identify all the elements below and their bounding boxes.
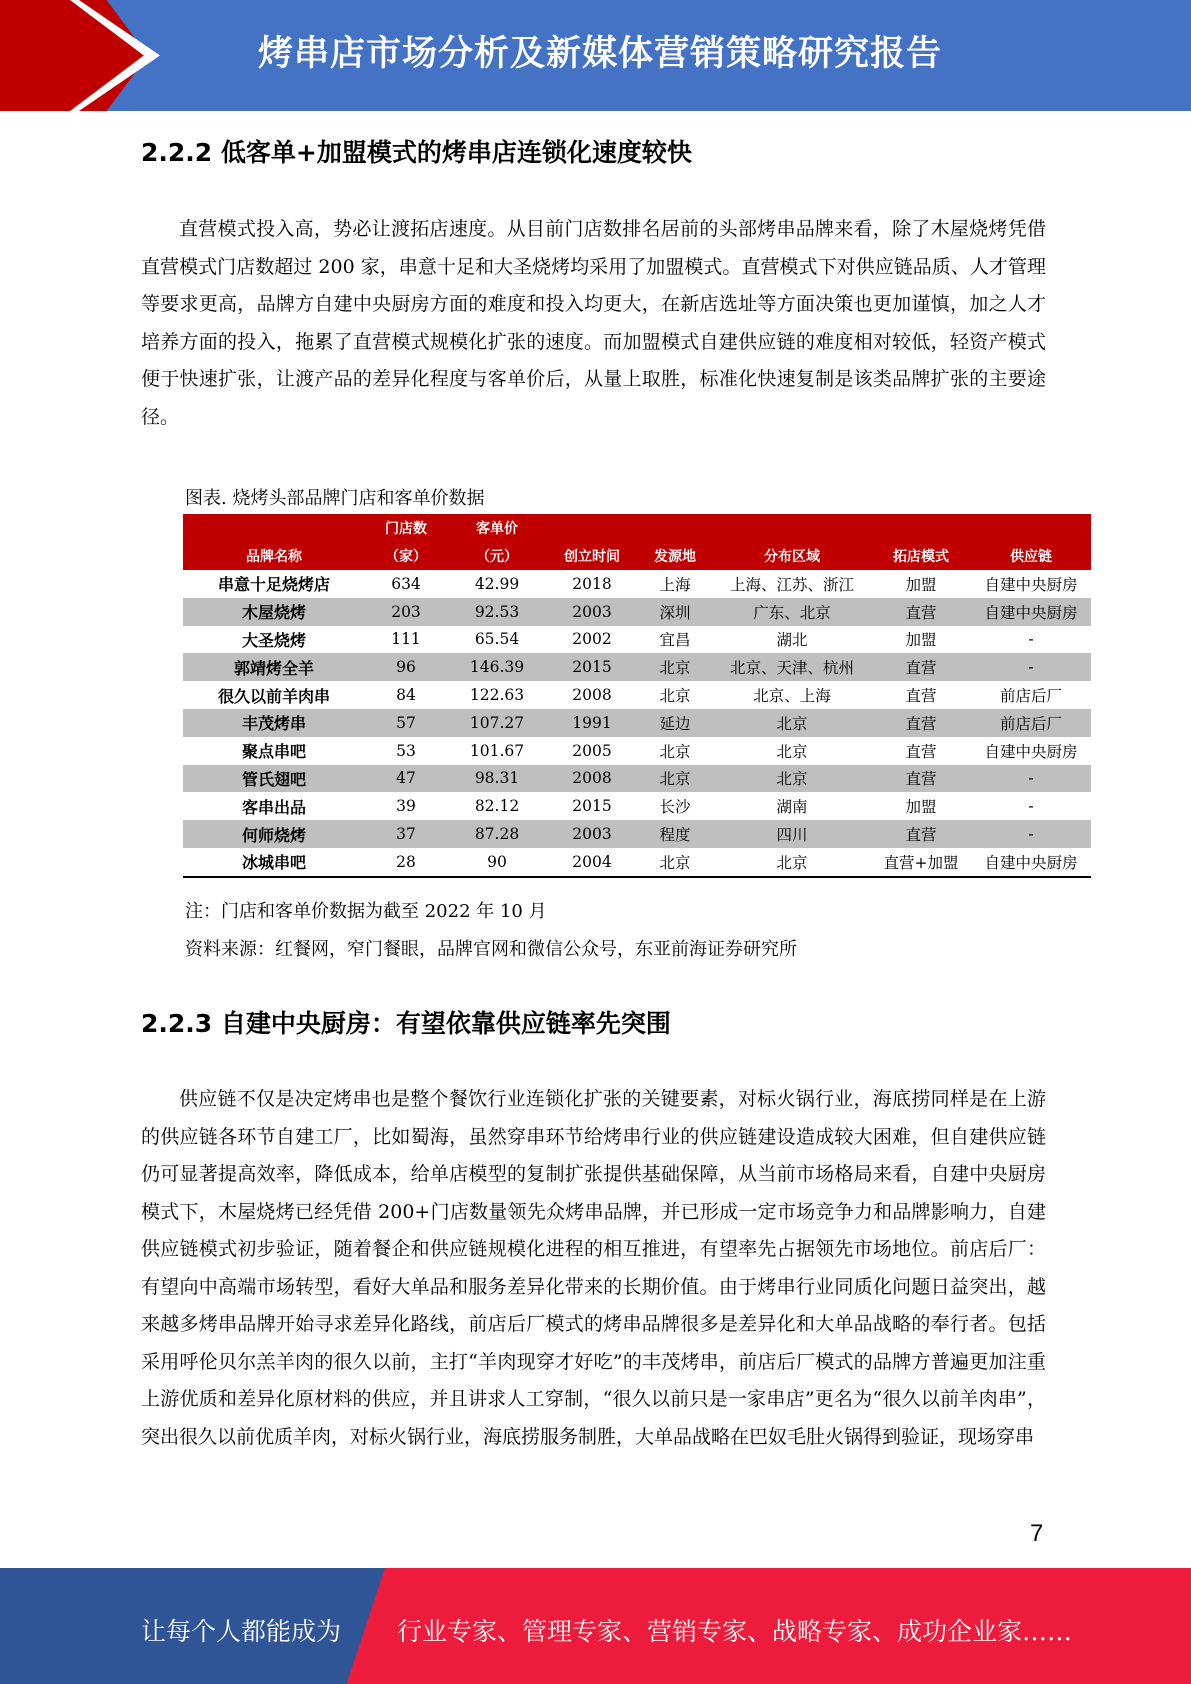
table-caption: 图表. 烧烤头部品牌门店和客单价数据 [185,488,485,509]
header-spacer [971,514,1091,542]
table-row [183,765,1091,793]
header-stores-line2: （家） [365,542,447,570]
cell-origin: 北京 [637,848,713,877]
cell-brand: 很久以前羊肉串 [217,686,330,706]
cell-price: 122.63 [469,686,525,705]
cell-founded: 2008 [572,686,612,705]
cell-founded: 2015 [547,653,637,681]
cell-price: 82.12 [474,797,520,816]
cell-supply: - [1028,797,1034,816]
header-brand: 品牌名称 [183,542,365,570]
cell-stores: 203 [365,598,447,626]
cell-region: 四川 [713,820,871,848]
cell-supply: - [971,765,1091,793]
cell-supply: - [1028,630,1034,649]
page-footer-banner [0,1568,1191,1684]
table-row [183,709,1091,737]
page-number: 7 [1030,1520,1044,1547]
table-row [183,737,1091,765]
cell-price: 92.53 [447,598,547,626]
cell-supply: 自建中央厨房 [971,848,1091,877]
header-price-line2: （元） [447,542,547,570]
cell-origin: 长沙 [659,798,691,817]
table-row [183,598,1091,626]
header-stores-line1: 门店数 [365,514,447,542]
header-price-line1: 客单价 [447,514,547,542]
cell-region: 北京 [713,765,871,793]
table-note: 注：门店和客单价数据为截至 2022 年 10 月 [185,901,547,922]
cell-region: 北京 [713,709,871,737]
cell-supply: 自建中央厨房 [984,575,1078,594]
cell-origin: 深圳 [637,598,713,626]
cell-origin: 北京 [659,687,691,706]
cell-stores: 28 [365,848,447,877]
table-header-row-2 [183,542,1091,570]
cell-stores: 96 [365,653,447,681]
header-spacer [871,514,971,542]
header-mode: 拓店模式 [871,542,971,570]
brand-data-table [183,514,1091,878]
cell-origin: 北京 [659,742,691,761]
cell-mode: 直营+加盟 [871,848,971,877]
cell-region: 北京、天津、杭州 [713,653,871,681]
cell-price: 146.39 [447,653,547,681]
cell-price: 42.99 [474,574,520,593]
cell-mode: 加盟 [905,575,937,594]
cell-stores: 53 [396,741,416,760]
cell-founded: 2004 [547,848,637,877]
table-row [183,626,1091,654]
cell-origin: 上海 [659,575,691,594]
cell-founded: 2015 [572,797,612,816]
cell-region: 北京、上海 [753,687,831,706]
cell-price: 107.27 [447,709,547,737]
header-spacer [637,514,713,542]
table-row [183,570,1091,598]
cell-stores: 634 [391,574,421,593]
cell-price: 98.31 [447,765,547,793]
footer-slogan-right: 行业专家、管理专家、营销专家、战略专家、成功企业家…… [397,1617,1073,1646]
cell-origin: 延边 [637,709,713,737]
cell-stores: 111 [391,630,421,649]
table-row [183,820,1091,848]
table-row [183,848,1091,877]
section-2-2-3-paragraph: 供应链不仅是决定烤串也是整个餐饮行业连锁化扩张的关键要素，对标火锅行业，海底捞同样是在上游的供应链各环节自建工厂，比如蜀海，虽然穿串环节给烤串行业的供应链建设造成较大困难，但自建供应链仍可显著提高效率，降低成本，给单店模型的复制扩张提供基础保障，从当前市场格局来看，自建中央厨房模式下，木屋烧烤已经凭借 200+门店数量领先众烤串品牌，并已形成一定市场竞争力和品牌影响力，自建供应链模式初步验证，随着餐企和供应链规模化进程的相互推进，有望率先占据领先市场地位。前店后厂：有望向中高端市场转型，看好大单品和服务差异化带来的长期价值。由于烤串行业同质化问题日益突出，越来越多烤串品牌开始寻求差异化路线，前店后厂模式的烤串品牌很多是差异化和大单品战略的奉行者。包括采用呼伦贝尔羔羊肉的很久以前，主打“羊肉现穿才好吃”的丰茂烤串，前店后厂模式的品牌方普遍更加注重上游优质和差异化原材料的供应，并且讲求人工穿制，“很久以前只是一家串店”更名为“很久以前羊肉串”，突出很久以前优质羊肉，对标火锅行业，海底捞服务制胜，大单品战略在巴奴毛肚火锅得到验证，现场穿串 [141,1088,1046,1448]
cell-brand: 管氏翅吧 [183,765,365,793]
cell-supply: - [971,653,1091,681]
header-red-chevron [0,0,148,111]
header-supply: 供应链 [971,542,1091,570]
cell-founded: 2002 [572,630,612,649]
cell-region: 湖北 [776,631,808,650]
footer-slogan-left: 让每个人都能成为 [141,1617,342,1646]
cell-brand: 丰茂烤串 [183,709,365,737]
cell-stores: 39 [396,797,416,816]
page-header-banner [0,0,1191,111]
table-header-row-1 [183,514,1091,542]
cell-origin: 北京 [637,765,713,793]
cell-price: 101.67 [469,741,525,760]
cell-supply: 前店后厂 [971,709,1091,737]
cell-mode: 直营 [905,742,937,761]
cell-brand: 串意十足烧烤店 [217,575,330,595]
table-row [183,653,1091,681]
cell-region: 上海、江苏、浙江 [729,575,854,594]
cell-mode: 直营 [905,687,937,706]
cell-founded: 1991 [547,709,637,737]
cell-supply: 自建中央厨房 [984,742,1078,761]
cell-brand: 客串出品 [241,797,306,817]
cell-mode: 加盟 [905,798,937,817]
cell-price: 87.28 [447,820,547,848]
cell-stores: 47 [365,765,447,793]
report-title: 烤串店市场分析及新媒体营销策略研究报告 [258,34,943,74]
cell-price: 65.54 [474,630,520,649]
cell-supply: - [971,820,1091,848]
cell-region: 广东、北京 [713,598,871,626]
cell-origin: 北京 [637,653,713,681]
cell-founded: 2003 [547,598,637,626]
cell-stores: 57 [365,709,447,737]
cell-mode: 加盟 [905,631,937,650]
cell-brand: 郭靖烤全羊 [183,653,365,681]
section-heading-2-2-2: 2.2.2 低客单+加盟模式的烤串店连锁化速度较快 [141,138,692,167]
cell-brand: 聚点串吧 [241,742,306,762]
table-row [183,792,1091,820]
table-source: 资料来源：红餐网，窄门餐眼，品牌官网和微信公众号，东亚前海证券研究所 [185,939,797,960]
cell-region: 湖南 [776,798,808,817]
cell-origin: 宜昌 [659,631,691,650]
cell-founded: 2005 [572,741,612,760]
cell-founded: 2008 [547,765,637,793]
section-2-2-2-paragraph: 直营模式投入高，势必让渡拓店速度。从目前门店数排名居前的头部烤串品牌来看，除了木屋烧烤凭借直营模式门店数超过 200 家，串意十足和大圣烧烤均采用了加盟模式。直营模式下对供应链品质、人才管理等要求更高，品牌方自建中央厨房方面的难度和投入均更大，在新店选址等方面决策也更加谨慎，加之人才培养方面的投入，拖累了直营模式规模化扩张的速度。而加盟模式自建供应链的难度相对较低，轻资产模式便于快速扩张，让渡产品的差异化程度与客单价后，从量上取胜，标准化快速复制是该类品牌扩张的主要途径。 [141,218,1046,428]
cell-mode: 直营 [871,598,971,626]
cell-supply: 前店后厂 [999,687,1062,706]
cell-brand: 冰城串吧 [183,848,365,877]
header-founded: 创立时间 [547,542,637,570]
cell-mode: 直营 [871,653,971,681]
cell-supply: 自建中央厨房 [971,598,1091,626]
cell-brand: 何师烧烤 [183,820,365,848]
cell-founded: 2003 [547,820,637,848]
cell-brand: 大圣烧烤 [241,630,306,650]
cell-origin: 程度 [637,820,713,848]
table-row [183,681,1091,709]
header-spacer [547,514,637,542]
cell-mode: 直营 [871,765,971,793]
table-body [183,570,1091,877]
header-spacer [713,514,871,542]
cell-founded: 2018 [572,574,612,593]
header-spacer [183,514,365,542]
cell-mode: 直营 [871,820,971,848]
cell-region: 北京 [713,848,871,877]
header-region: 分布区域 [713,542,871,570]
section-heading-2-2-3: 2.2.3 自建中央厨房：有望依靠供应链率先突围 [141,1009,671,1038]
cell-region: 北京 [776,742,808,761]
cell-price: 90 [447,848,547,877]
cell-brand: 木屋烧烤 [183,598,365,626]
cell-stores: 37 [365,820,447,848]
cell-stores: 84 [396,686,416,705]
header-origin: 发源地 [637,542,713,570]
cell-mode: 直营 [871,709,971,737]
